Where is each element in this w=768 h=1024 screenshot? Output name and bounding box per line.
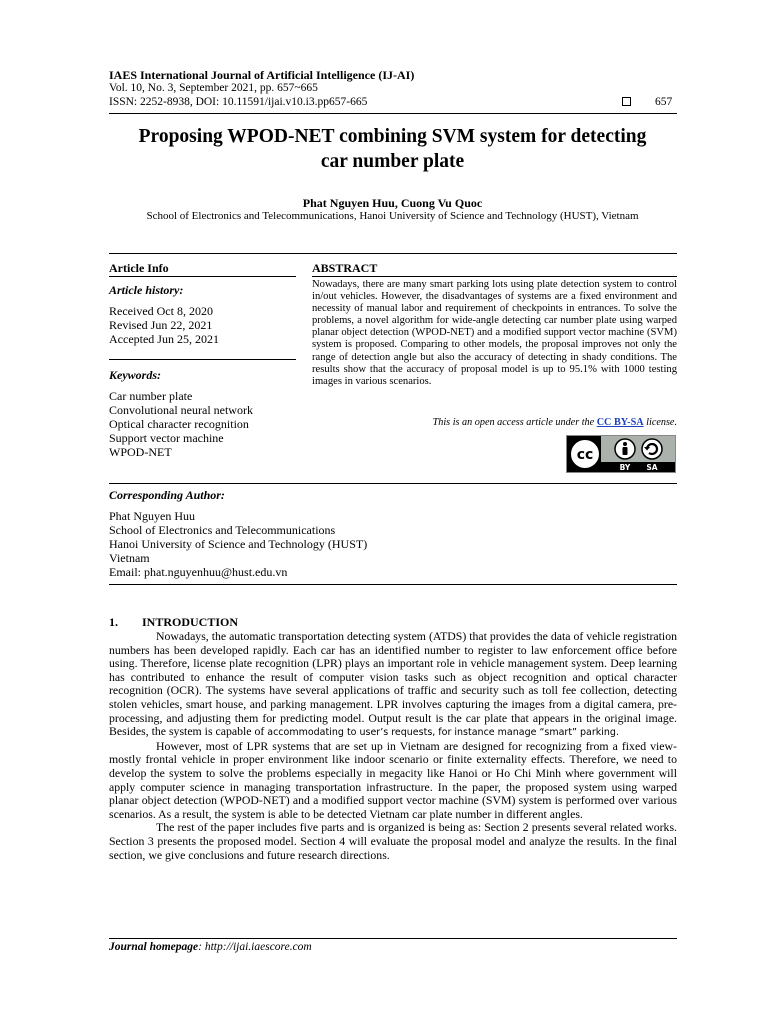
cc-by-sa-badge[interactable] <box>566 435 676 473</box>
keyword-item: Support vector machine <box>109 431 224 445</box>
corresponding-details <box>109 509 367 579</box>
intro-paragraph-1-end: accommodating to user’s requests, for instance manage “smart” parking. <box>267 727 619 739</box>
keywords-list <box>109 389 253 459</box>
corresponding-heading: Corresponding Author: <box>109 488 225 502</box>
authors: Phat Nguyen Huu, Cuong Vu Quoc <box>302 196 483 210</box>
header-rule <box>109 113 677 114</box>
section-heading-introduction: 1. INTRODUCTION <box>109 615 239 629</box>
author-university: Hanoi University of Science and Technology (HUST) <box>109 537 368 551</box>
intro-paragraph-1 <box>109 630 677 740</box>
abstract-text: Nowadays, there are many smart parking lots using plate detection system to control in/out vehicles. However, the disadvantages of systems are a fixed environment and necessity of manual labor and requirement of checkpoints in entrances. To solve the problems, a novel algorithm for wide-angle detecting car number plate using warped planar object detection (WPOD-NET) and a modified support vector machine (SVM) system is proposed. Comparing to other models, the proposal improves not only the range of detection angle but also the accuracy of detecting in shady conditions. The results show that the accuracy of proposal model is up to 95.1% with 1000 testing images in various scenarios. <box>312 279 677 387</box>
by-text: BY <box>619 463 631 472</box>
affiliation: School of Electronics and Telecommunications, Hanoi University of Science and Technology (HUST), Vietnam <box>146 210 639 222</box>
keywords-heading: Keywords: <box>109 368 161 382</box>
history-heading: Article history: <box>109 283 184 297</box>
author-name: Phat Nguyen Huu <box>109 509 195 523</box>
history-received: Received Oct 8, 2020 <box>109 304 213 318</box>
author-email[interactable]: Email: phat.nguyenhuu@hust.edu.vn <box>109 565 288 579</box>
license-suffix: license. <box>643 417 677 428</box>
corresponding-rule <box>109 483 677 484</box>
page-number: 657 <box>655 96 673 108</box>
abstract-sub-rule <box>312 276 677 277</box>
keywords-rule <box>109 359 296 360</box>
keyword-item: Car number plate <box>109 389 193 403</box>
cc-text: cc <box>576 447 594 463</box>
author-school: School of Electronics and Telecommunications <box>109 523 336 537</box>
history-accepted: Accepted Jun 25, 2021 <box>109 332 219 346</box>
history-list <box>109 304 219 346</box>
square-icon <box>622 97 631 106</box>
title-line-2: car number plate <box>320 151 465 172</box>
front-matter-bottom-rule <box>109 584 677 585</box>
volume-info: Vol. 10, No. 3, September 2021, pp. 657~665 <box>109 82 318 94</box>
intro-paragraph-2: However, most of LPR systems that are set up in Vietnam are designed for recognizing from a fixed view-mostly frontal vehicle in proper environment like indoor scenario or finite externality effects. Therefore, we need to develop the system to solve the problems especially in megacity like Hanoi or Ho Chi Minh where government will apply computer science in managing transportation infrastructure. In the paper, the proposed system using warped planar object detection (WPOD-NET) and a modified support vector machine (SVM) system is performed over various scenarios. As a result, the system is able to be detected Vietnam car plate number in different angles. <box>109 738 677 821</box>
footer-rule <box>109 938 677 939</box>
keyword-item: Convolutional neural network <box>109 403 253 417</box>
sa-text: SA <box>646 463 658 472</box>
history-revised: Revised Jun 22, 2021 <box>109 318 213 332</box>
introduction-body <box>109 630 677 862</box>
intro-paragraph-1-text: Nowadays, the automatic transportation detecting system (ATDS) that provides the data of vehicle registration numbers has been developed rapidly. Each car has an identified number to register to law enforcement office before using. Therefore, license plate recognition (LPR) plays an important role in vehicle management system. Deep learning has contributed to enhance the result of computer vision tasks such as object recognition and optical character recognition (OCR). The systems have several applications of traffic and security such as toll fee collection, detecting stolen vehicles, smart house, and parking management. LPR involves capturing the images from a digital camera, pre-processing, and adjusting them for predicting model. Output result is the car plate that appears in the original image. Besides, the system is capable of <box>109 629 677 739</box>
journal-homepage <box>109 941 312 953</box>
homepage-url[interactable]: : http://ijai.iaescore.com <box>198 941 312 953</box>
homepage-label: Journal homepage <box>109 941 199 953</box>
paper-title <box>100 124 685 174</box>
info-sub-rule <box>109 276 296 277</box>
issn-doi: ISSN: 2252-8938, DOI: 10.11591/ijai.v10.i3.pp657-665 <box>109 96 368 108</box>
license-note <box>312 417 677 428</box>
abstract-heading: ABSTRACT <box>312 261 378 275</box>
keyword-item: Optical character recognition <box>109 417 249 431</box>
author-country: Vietnam <box>109 551 150 565</box>
cc-badge-graphic <box>567 436 675 472</box>
sa-share-icon <box>642 439 662 459</box>
info-top-rule <box>109 253 677 254</box>
journal-name: IAES International Journal of Artificial Intelligence (IJ-AI) <box>109 68 415 82</box>
license-prefix: This is an open access article under the <box>432 417 597 428</box>
title-line-1: Proposing WPOD-NET combining SVM system for detecting <box>138 126 647 147</box>
cc-by-sa-link[interactable]: CC BY-SA <box>596 417 644 428</box>
keyword-item: WPOD-NET <box>109 445 172 459</box>
article-info-heading: Article Info <box>109 261 169 275</box>
intro-paragraph-3: The rest of the paper includes five parts and is organized is being as: Section 2 presents several related works. Section 3 presents the proposed model. Section 4 will evaluate the proposal model and analyze the results. In the final section, we give conclusions and future research directions. <box>109 820 677 862</box>
